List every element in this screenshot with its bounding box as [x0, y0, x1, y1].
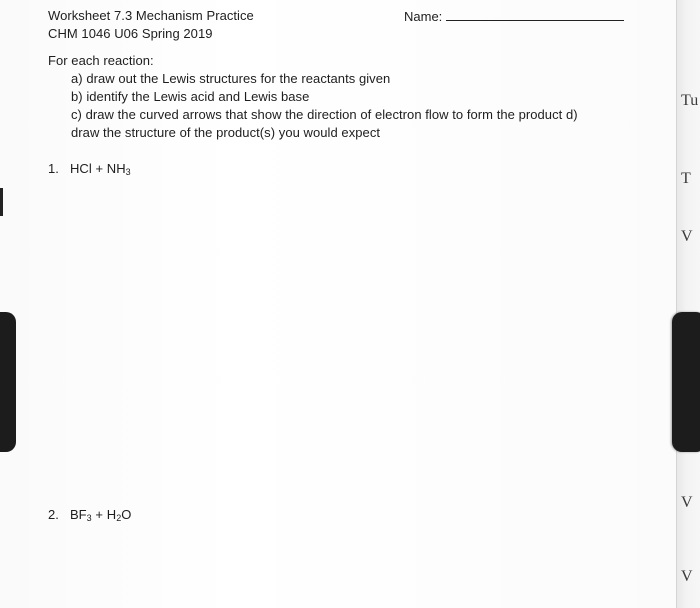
left-binder-clip	[0, 312, 16, 452]
edge-glyph: Tu	[681, 92, 699, 109]
problem-2-plus: +	[95, 507, 104, 522]
name-field	[404, 8, 624, 24]
problem-1-number: 1.	[48, 161, 59, 176]
instruction-a: a) draw out the Lewis structures for the reactants given	[71, 71, 391, 86]
edge-glyph: V	[681, 228, 693, 245]
instruction-b: b) identify the Lewis acid and Lewis base	[71, 89, 310, 104]
instruction-c-continued: draw the structure of the product(s) you would expect	[71, 125, 381, 140]
edge-glyph: V	[681, 568, 693, 585]
course-label: CHM 1046 U06 Spring 2019	[48, 26, 213, 41]
right-binder-clip	[672, 312, 700, 452]
edge-glyph: V	[681, 494, 693, 511]
problem-2	[48, 507, 131, 523]
edge-glyph: T	[681, 170, 691, 187]
instructions-intro: For each reaction:	[48, 53, 154, 68]
name-blank-line	[446, 8, 624, 21]
name-label: Name:	[404, 9, 443, 24]
left-edge-mark	[0, 188, 3, 216]
problem-2-reactant-bf3: $BF_3$	[69, 507, 92, 523]
instruction-c: c) draw the curved arrows that show the direction of electron flow to form the product d)	[71, 107, 578, 122]
problem-1-reactant-nh3: $NH_3$	[106, 161, 131, 177]
adjacent-page-edge	[676, 0, 700, 608]
problem-1	[48, 161, 131, 177]
worksheet-title: Worksheet 7.3 Mechanism Practice	[48, 8, 254, 23]
problem-2-number: 2.	[48, 507, 59, 522]
problem-1-reactant-hcl: HCl	[69, 161, 92, 176]
problem-1-plus: +	[95, 161, 104, 176]
problem-2-reactant-h2o: $H_2O$	[106, 507, 132, 523]
